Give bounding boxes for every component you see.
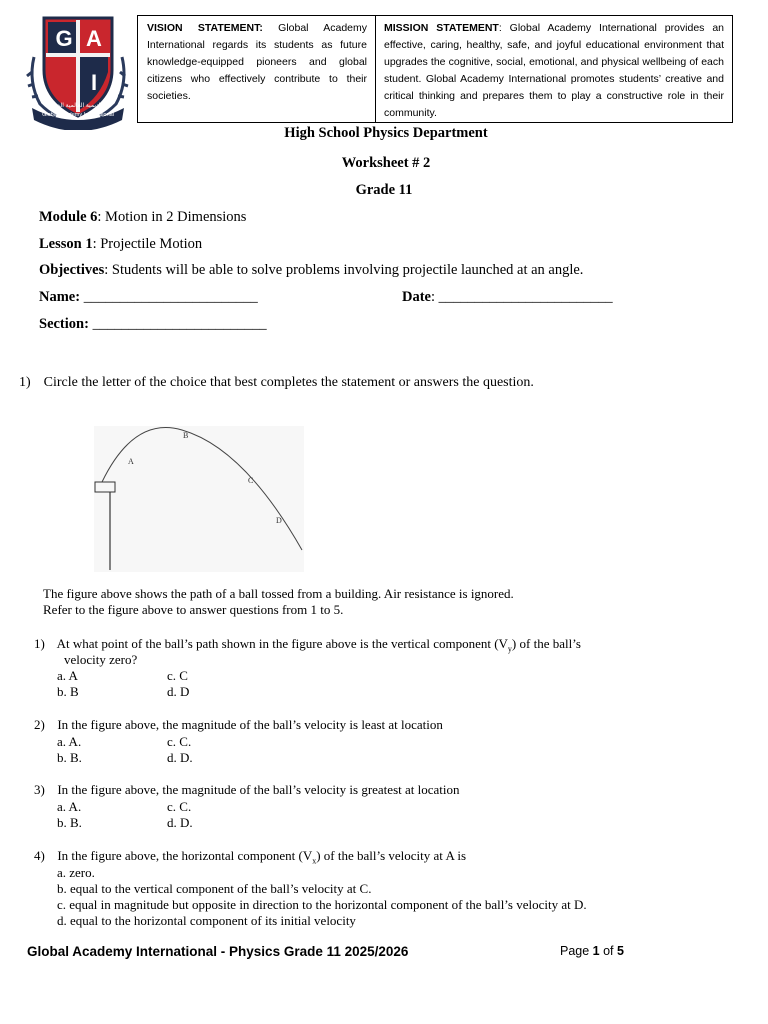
- section-blank[interactable]: ________________________: [92, 316, 267, 332]
- section-label: Section:: [39, 316, 93, 332]
- q2-option-d[interactable]: d. D.: [167, 750, 193, 765]
- question-subscript: y: [507, 644, 512, 654]
- objectives-value: : Students will be able to solve problems involving projectile launched at an angle.: [104, 262, 584, 278]
- question-4: [34, 848, 466, 866]
- figure-caption-2: Refer to the figure above to answer questions from 1 to 5.: [43, 602, 344, 617]
- q3-option-c[interactable]: c. C.: [167, 799, 192, 814]
- question-number: 4): [34, 848, 45, 863]
- mission-statement: [376, 16, 732, 122]
- footer-title: Global Academy International - Physics Grade 11 2025/2026: [27, 944, 409, 959]
- page-prefix: Page: [560, 944, 593, 958]
- question-1: [34, 636, 581, 654]
- launch-ledge: [95, 482, 115, 492]
- statement-box: [137, 15, 733, 123]
- point-label-b: B: [183, 431, 189, 440]
- q3-option-a[interactable]: a. A.: [57, 799, 82, 814]
- point-label-c: C: [248, 476, 254, 485]
- module-line: [39, 209, 246, 226]
- logo-arabic-text: الأكاديمية العالمية الدولية: [47, 103, 109, 109]
- date-blank[interactable]: : ________________________: [431, 289, 613, 305]
- name-line[interactable]: [39, 289, 258, 306]
- q2-option-c[interactable]: c. C.: [167, 734, 192, 749]
- q4-option-d[interactable]: d. equal to the horizontal component of its initial velocity: [57, 913, 356, 928]
- lesson-value: : Projectile Motion: [92, 236, 203, 252]
- mission-text: : Global Academy International provides an effective, caring, healthy, safe, and joyful educational environment that upgrades the cognitive, social, emotional, and physical wellbeing of each student. Global Academy International promotes students’ creative and critical thinking and prepares them to play a constructive role in their community.: [384, 22, 724, 119]
- lesson-line: [39, 236, 202, 253]
- school-logo: [26, 12, 130, 130]
- date-line[interactable]: [402, 289, 613, 306]
- point-label-d: D: [276, 516, 282, 525]
- q1-option-d[interactable]: d. D: [167, 684, 190, 699]
- section-line[interactable]: [39, 316, 267, 333]
- point-label-a: A: [128, 457, 134, 466]
- instruction: [19, 375, 534, 391]
- question-text: In the figure above, the magnitude of the ball’s velocity is least at location: [57, 717, 443, 732]
- question-1-line-2: velocity zero?: [64, 652, 138, 667]
- question-3: [34, 782, 460, 798]
- question-text-after: ) of the ball’s: [511, 636, 581, 651]
- question-text-after: ) of the ball’s velocity at A is: [316, 848, 467, 863]
- page-current: 1: [592, 944, 600, 958]
- projectile-figure: [94, 426, 304, 572]
- q3-option-b[interactable]: b. B.: [57, 815, 82, 830]
- vision-label: VISION STATEMENT:: [147, 22, 263, 34]
- worksheet-title: Worksheet # 2: [341, 155, 431, 171]
- mission-label: MISSION STATEMENT: [384, 22, 499, 34]
- logo-caption: Global Academy International: [42, 112, 114, 118]
- question-text: In the figure above, the magnitude of the ball’s velocity is greatest at location: [57, 782, 460, 797]
- objectives-label: Objectives: [39, 262, 105, 278]
- page-number: [560, 944, 624, 958]
- question-number: 3): [34, 782, 45, 797]
- question-text: At what point of the ball’s path shown in the figure above is the vertical component (V: [56, 636, 508, 651]
- q1-option-a[interactable]: a. A: [57, 668, 78, 683]
- q1-option-c[interactable]: c. C: [167, 668, 188, 683]
- question-number: 1): [34, 636, 45, 651]
- module-label: Module 6: [39, 209, 98, 225]
- logo-letter-i: I: [90, 70, 98, 95]
- vision-text: Global Academy International regards its students as future knowledge-equipped pioneers and global citizens who effectively contribute to their societies.: [147, 22, 367, 102]
- ball-path: [102, 428, 302, 550]
- module-value: : Motion in 2 Dimensions: [97, 209, 247, 225]
- question-text: In the figure above, the horizontal component (V: [57, 848, 313, 863]
- grade-title: Grade 11: [355, 182, 413, 198]
- q3-option-d[interactable]: d. D.: [167, 815, 193, 830]
- question-number: 2): [34, 717, 45, 732]
- trajectory-diagram: [94, 426, 304, 572]
- logo-letter-a: A: [86, 26, 102, 51]
- department-title: High School Physics Department: [284, 125, 488, 141]
- page-mid: of: [599, 944, 617, 958]
- instruction-number: 1): [19, 375, 31, 390]
- q4-option-b[interactable]: b. equal to the vertical component of the ball’s velocity at C.: [57, 881, 372, 896]
- q4-option-c[interactable]: c. equal in magnitude but opposite in direction to the horizontal component of the ball’s velocity at D.: [57, 897, 587, 912]
- figure-caption-1: The figure above shows the path of a ball tossed from a building. Air resistance is ignored.: [43, 586, 514, 601]
- logo-letter-g: G: [55, 26, 73, 51]
- question-subscript: x: [312, 856, 317, 866]
- question-2: [34, 717, 443, 733]
- q4-option-a[interactable]: a. zero.: [57, 865, 95, 880]
- name-label: Name:: [39, 289, 84, 305]
- page-total: 5: [617, 944, 624, 958]
- q2-option-a[interactable]: a. A.: [57, 734, 82, 749]
- q1-option-b[interactable]: b. B: [57, 684, 79, 699]
- date-label: Date: [402, 289, 431, 305]
- objectives-line: [39, 262, 583, 279]
- vision-statement: [138, 16, 376, 122]
- q2-option-b[interactable]: b. B.: [57, 750, 82, 765]
- lesson-label: Lesson 1: [39, 236, 93, 252]
- name-blank[interactable]: ________________________: [83, 289, 258, 305]
- instruction-text: Circle the letter of the choice that best completes the statement or answers the question.: [43, 375, 534, 390]
